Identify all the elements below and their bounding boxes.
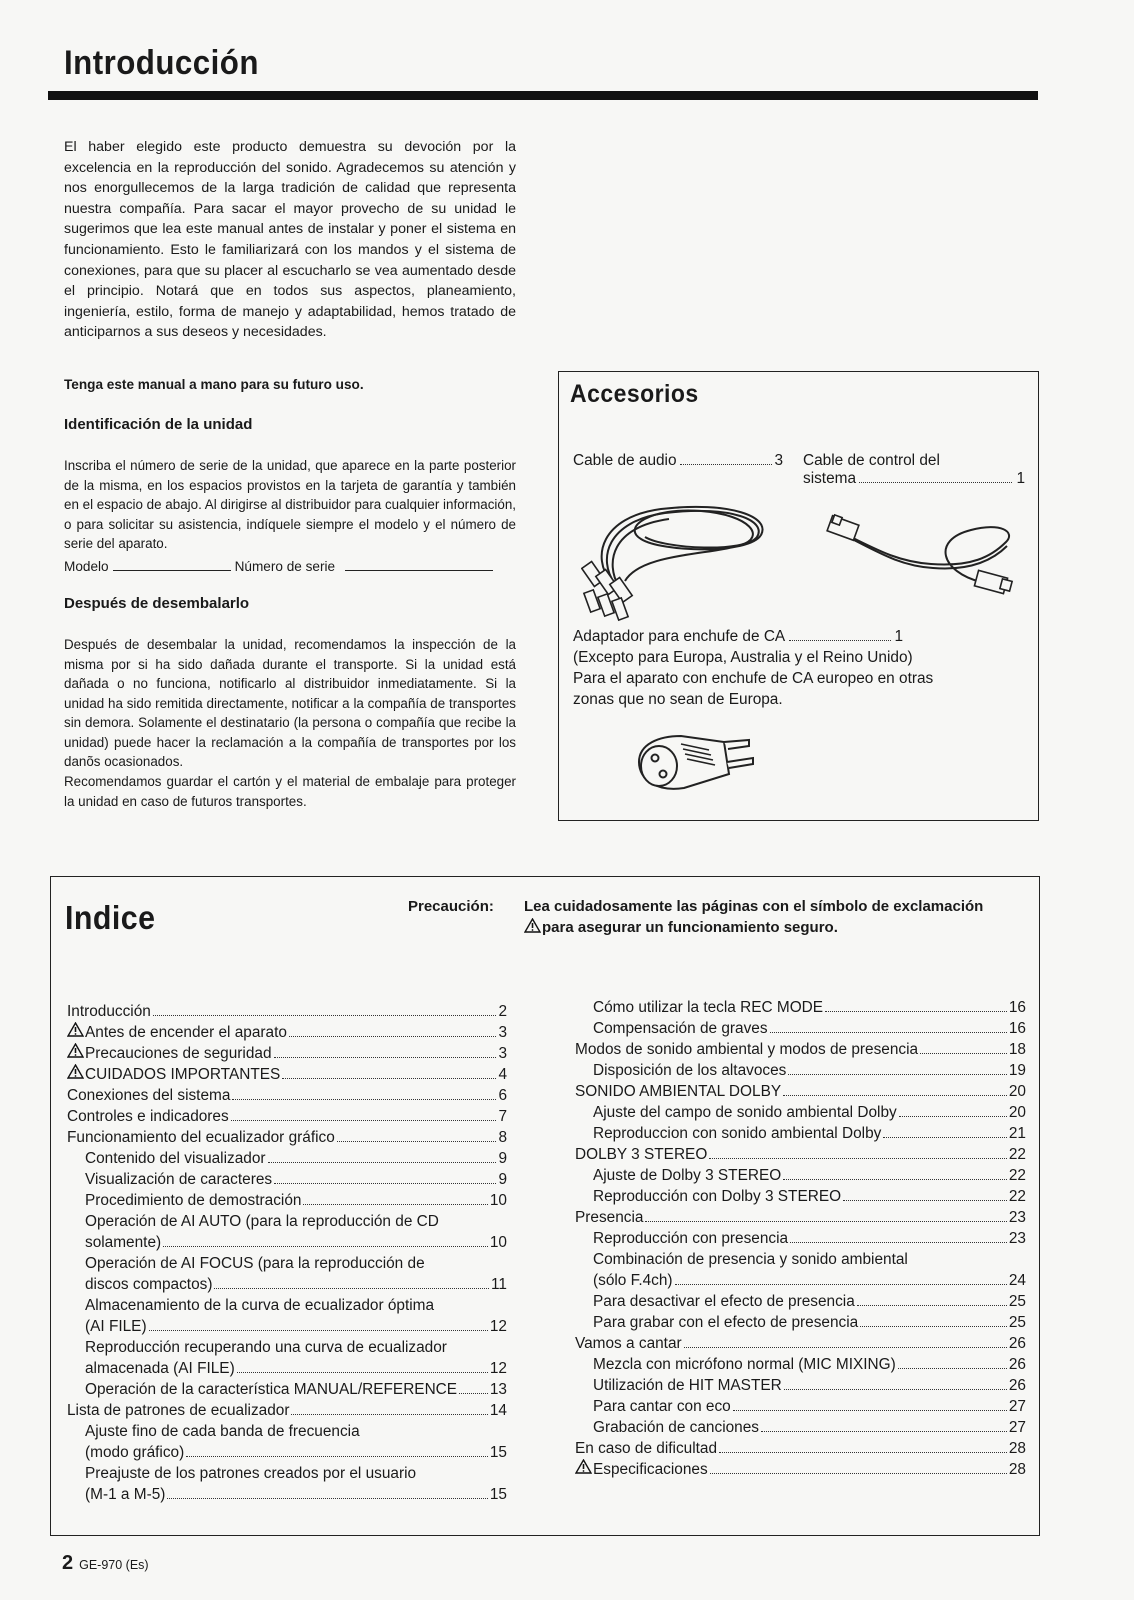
warning-icon: [67, 1043, 84, 1058]
toc-entry[interactable]: [575, 1123, 1026, 1144]
toc-leader-dots: [920, 1053, 1007, 1054]
toc-entry-title: Controles e indicadores: [67, 1108, 229, 1125]
footer-model: GE-970 (Es): [79, 1558, 149, 1572]
toc-entry-page: 28: [1008, 1461, 1026, 1478]
toc-entry-page: 10: [489, 1192, 507, 1209]
toc-leader-dots: [710, 1473, 1007, 1474]
toc-entry-page: 15: [489, 1486, 507, 1503]
toc-entry-page: 11: [491, 1276, 507, 1293]
toc-leader-dots: [788, 1074, 1007, 1075]
toc-leader-dots: [843, 1200, 1007, 1201]
model-label: Modelo: [64, 559, 109, 574]
toc-entry-title: Funcionamiento del ecualizador gráfico: [67, 1129, 335, 1146]
toc-entry-title: Disposición de los altavoces: [593, 1062, 787, 1079]
toc-entry-page: 19: [1008, 1062, 1026, 1079]
toc-entry-title: Presencia: [575, 1209, 644, 1226]
toc-leader-dots: [214, 1288, 489, 1289]
toc-leader-dots: [684, 1347, 1007, 1348]
toc-leader-dots: [675, 1284, 1007, 1285]
toc-entry-title: Operación de AI FOCUS (para la reproducción de: [85, 1255, 425, 1272]
toc-entry[interactable]: [575, 1333, 1026, 1354]
index-box: [50, 876, 1040, 1536]
adapter-note-1: (Excepto para Europa, Australia y el Reino Unido): [573, 649, 913, 666]
toc-entry-title: Cómo utilizar la tecla REC MODE: [593, 999, 824, 1016]
toc-entry-title: (M-1 a M-5): [85, 1486, 166, 1503]
serial-label: Número de serie: [234, 559, 336, 574]
unpacking-text-2: Recomendamos guardar el cartón y el material de embalaje para proteger la unidad en caso de futuros transportes.: [64, 774, 516, 809]
index-title: Indice: [65, 899, 156, 936]
toc-entry-title: CUIDADOS IMPORTANTES: [85, 1066, 281, 1083]
audio-cable-label: Cable de audio: [573, 452, 677, 469]
toc-entry-title: Antes de encender el aparato: [85, 1024, 287, 1041]
toc-entry-title: Reproduccion con sonido ambiental Dolby: [593, 1125, 882, 1142]
toc-leader-dots: [167, 1498, 488, 1499]
toc-entry-page: 12: [489, 1318, 507, 1335]
toc-leader-dots: [857, 1305, 1007, 1306]
toc-entry-title: Modos de sonido ambiental y modos de presencia: [575, 1041, 919, 1058]
toc-leader-dots: [645, 1221, 1006, 1222]
toc-entry-title: Ajuste del campo de sonido ambiental Dolby: [593, 1104, 897, 1121]
footer-page-number: 2: [62, 1552, 74, 1574]
toc-entry[interactable]: [67, 1295, 507, 1337]
toc-leader-dots: [149, 1330, 488, 1331]
toc-entry-title: Lista de patrones de ecualizador: [67, 1402, 290, 1419]
toc-entry-title: Para desactivar el efecto de presencia: [593, 1293, 855, 1310]
toc-leader-dots: [860, 1326, 1007, 1327]
toc-entry-title: Mezcla con micrófono normal (MIC MIXING): [593, 1356, 896, 1373]
toc-entry[interactable]: [575, 1354, 1026, 1375]
toc-leader-dots: [237, 1372, 488, 1373]
toc-entry-page: 9: [498, 1171, 507, 1188]
toc-leader-dots: [784, 1389, 1007, 1390]
warning-icon: [524, 918, 541, 933]
toc-entry[interactable]: [67, 1400, 507, 1421]
toc-leader-dots: [709, 1158, 1007, 1159]
toc-entry-title: Ajuste de Dolby 3 STEREO: [593, 1167, 782, 1184]
toc-entry-title: Para cantar con eco: [593, 1398, 731, 1415]
intro-paragraph: El haber elegido este producto demuestra su devoción por la excelencia en la reproducción del sonido. Agradecemos su atención y nos enorgullecemos de la larga tradición de calidad que representa nuestra compañía. Para sacar el mayor provecho de su unidad le sugerimos que lea este manual antes de instalar y poner el sistema en funcionamiento. Esto le familiarizará con los mandos y el sistema de conexiones, para que su placer al escucharlo se vea aumentado desde el principio. Notará que en todos sus aspectos, planeamiento, ingeniería, estilo, forma de manejo y adaptabilidad, hemos tratado de anticiparnos a sus deseos y necesidades.: [64, 139, 516, 341]
toc-entry-page: 15: [489, 1444, 507, 1461]
toc-entry[interactable]: [575, 1165, 1026, 1186]
toc-entry-page: 3: [498, 1024, 507, 1041]
control-cable-row: [803, 452, 1025, 488]
toc-leader-dots: [291, 1414, 487, 1415]
unpacking-heading: Después de desembalarlo: [64, 595, 250, 612]
toc-entry[interactable]: [67, 1085, 507, 1106]
toc-entry[interactable]: [67, 1379, 507, 1400]
toc-entry-page: 8: [498, 1129, 507, 1146]
toc-entry[interactable]: [575, 1396, 1026, 1417]
model-field[interactable]: [113, 556, 231, 571]
adapter-qty: 1: [894, 628, 903, 645]
toc-right-column: [575, 997, 1026, 1480]
toc-entry[interactable]: [575, 1060, 1026, 1081]
toc-entry-title: Compensación de graves: [593, 1020, 768, 1037]
toc-entry-page: 16: [1008, 999, 1026, 1016]
toc-entry-page: 25: [1008, 1314, 1026, 1331]
adapter-block: [573, 626, 1028, 710]
toc-entry[interactable]: [575, 1144, 1026, 1165]
toc-entry-title: Vamos a cantar: [575, 1335, 682, 1352]
toc-entry-title: En caso de dificultad: [575, 1440, 718, 1457]
toc-entry[interactable]: [67, 1064, 507, 1085]
toc-entry[interactable]: [575, 1438, 1026, 1459]
toc-leader-dots: [289, 1036, 497, 1037]
toc-entry-title: Especificaciones: [593, 1461, 708, 1478]
toc-left-column: [67, 1001, 507, 1505]
toc-leader-dots: [733, 1410, 1007, 1411]
caution-text: [524, 896, 983, 938]
toc-entry[interactable]: [575, 1186, 1026, 1207]
toc-entry-title: Reproducción con presencia: [593, 1230, 789, 1247]
toc-entry-title: SONIDO AMBIENTAL DOLBY: [575, 1083, 782, 1100]
toc-entry-page: 10: [489, 1234, 507, 1251]
toc-entry[interactable]: [67, 1127, 507, 1148]
toc-entry-title: Visualización de caracteres: [85, 1171, 273, 1188]
toc-entry-title: Procedimiento de demostración: [85, 1192, 302, 1209]
toc-entry-page: 27: [1008, 1419, 1026, 1436]
toc-leader-dots: [459, 1393, 488, 1394]
toc-leader-dots: [783, 1095, 1007, 1096]
toc-entry[interactable]: [575, 1228, 1026, 1249]
toc-entry-title: Grabación de canciones: [593, 1419, 759, 1436]
toc-entry[interactable]: [575, 1375, 1026, 1396]
toc-entry-page: 26: [1008, 1335, 1026, 1352]
toc-entry[interactable]: [67, 1463, 507, 1505]
toc-entry[interactable]: [67, 1022, 507, 1043]
toc-entry-title: Preajuste de los patrones creados por el usuario: [85, 1465, 417, 1482]
toc-entry[interactable]: [575, 1039, 1026, 1060]
toc-entry-page: 22: [1008, 1146, 1026, 1163]
toc-entry[interactable]: [575, 1249, 1026, 1291]
control-cable-illustration: [821, 502, 1021, 612]
toc-entry-page: 20: [1008, 1083, 1026, 1100]
toc-leader-dots: [274, 1183, 496, 1184]
toc-entry-title: (modo gráfico): [85, 1444, 185, 1461]
toc-entry-title: Reproducción recuperando una curva de ecualizador: [85, 1339, 447, 1356]
toc-entry[interactable]: [67, 1421, 507, 1463]
toc-entry[interactable]: [575, 1102, 1026, 1123]
toc-entry-title: (AI FILE): [85, 1318, 147, 1335]
toc-leader-dots: [761, 1431, 1007, 1432]
toc-entry-title: solamente): [85, 1234, 162, 1251]
toc-leader-dots: [186, 1456, 488, 1457]
toc-leader-dots: [337, 1141, 497, 1142]
toc-entry[interactable]: [575, 1312, 1026, 1333]
toc-entry-title: Almacenamiento de la curva de ecualizador óptima: [85, 1297, 435, 1314]
toc-entry-page: 21: [1008, 1125, 1026, 1142]
control-cable-label-1: Cable de control del: [803, 452, 940, 469]
audio-cable-qty: 3: [774, 452, 783, 469]
toc-entry-page: 22: [1008, 1188, 1026, 1205]
toc-leader-dots: [153, 1015, 497, 1016]
caution-label: Precaución:: [408, 898, 494, 915]
toc-entry-page: 26: [1008, 1356, 1026, 1373]
toc-entry[interactable]: [575, 997, 1026, 1018]
warning-icon: [67, 1064, 84, 1079]
toc-leader-dots: [282, 1078, 496, 1079]
toc-entry-page: 9: [498, 1150, 507, 1167]
control-cable-qty: 1: [1016, 470, 1025, 487]
toc-entry-page: 27: [1008, 1398, 1026, 1415]
audio-cable-illustration: [581, 497, 781, 622]
toc-entry-page: 2: [498, 1003, 507, 1020]
toc-entry[interactable]: [67, 1253, 507, 1295]
toc-leader-dots: [899, 1116, 1007, 1117]
toc-leader-dots: [825, 1011, 1007, 1012]
toc-leader-dots: [719, 1452, 1007, 1453]
toc-entry-page: 26: [1008, 1377, 1026, 1394]
toc-entry-title: Operación de AI AUTO (para la reproducción de CD: [85, 1213, 439, 1230]
accessories-box: [558, 371, 1039, 821]
accessories-title: Accesorios: [570, 380, 699, 408]
warning-icon: [67, 1022, 84, 1037]
serial-field[interactable]: [345, 556, 493, 571]
toc-entry-page: 18: [1008, 1041, 1026, 1058]
toc-entry[interactable]: [67, 1337, 507, 1379]
toc-leader-dots: [770, 1032, 1007, 1033]
toc-entry[interactable]: [575, 1291, 1026, 1312]
toc-leader-dots: [232, 1099, 496, 1100]
toc-entry-title: Introducción: [67, 1003, 151, 1020]
toc-entry-title: (sólo F.4ch): [593, 1272, 673, 1289]
identification-text: Inscriba el número de serie de la unidad, que aparece en la parte posterior de la misma, en los espacios provistos en la tarjeta de garantía y también en el espacio de abajo. Al dirigirse al distribuidor para cualquier información, o para solicitar su asistencia, indíquele siempre el modelo y el número de serie del aparato.: [64, 458, 516, 551]
toc-entry[interactable]: [575, 1417, 1026, 1438]
toc-entry[interactable]: [575, 1207, 1026, 1228]
toc-entry[interactable]: [575, 1018, 1026, 1039]
identification-heading: Identificación de la unidad: [64, 416, 253, 433]
adapter-note-2: Para el aparato con enchufe de CA europeo en otras zonas que no sean de Europa.: [573, 670, 934, 708]
toc-entry-page: 4: [498, 1066, 507, 1083]
toc-leader-dots: [883, 1137, 1007, 1138]
toc-leader-dots: [783, 1179, 1007, 1180]
toc-entry-page: 24: [1008, 1272, 1026, 1289]
toc-entry-title: Reproducción con Dolby 3 STEREO: [593, 1188, 842, 1205]
toc-entry[interactable]: [67, 1148, 507, 1169]
serial-fields: [64, 556, 516, 574]
adapter-label: Adaptador para enchufe de CA: [573, 628, 786, 645]
caution-line-1: Lea cuidadosamente las páginas con el símbolo de exclamación: [524, 898, 984, 915]
toc-entry-page: 16: [1008, 1020, 1026, 1037]
toc-entry-page: 7: [498, 1108, 507, 1125]
toc-entry-page: 14: [489, 1402, 507, 1419]
toc-entry-page: 25: [1008, 1293, 1026, 1310]
toc-entry-title: Combinación de presencia y sonido ambiental: [593, 1251, 908, 1268]
toc-entry-title: Precauciones de seguridad: [85, 1045, 272, 1062]
control-cable-label-2: sistema: [803, 470, 857, 487]
toc-entry-title: almacenada (AI FILE): [85, 1360, 235, 1377]
toc-entry[interactable]: [67, 1190, 507, 1211]
caution-line-2: para asegurar un funcionamiento seguro.: [542, 919, 838, 936]
warning-icon: [575, 1459, 592, 1474]
toc-entry-page: 12: [489, 1360, 507, 1377]
toc-entry-page: 20: [1008, 1104, 1026, 1121]
toc-entry[interactable]: [575, 1081, 1026, 1102]
footer: [62, 1552, 149, 1575]
toc-entry-title: Conexiones del sistema: [67, 1087, 231, 1104]
toc-leader-dots: [898, 1368, 1007, 1369]
toc-entry-title: Ajuste fino de cada banda de frecuencia: [85, 1423, 360, 1440]
toc-entry-title: DOLBY 3 STEREO: [575, 1146, 708, 1163]
toc-entry-title: Operación de la característica MANUAL/REFERENCE: [85, 1381, 458, 1398]
audio-cable-row: [573, 452, 783, 470]
toc-entry-page: 13: [489, 1381, 507, 1398]
toc-entry-title: Contenido del visualizador: [85, 1150, 266, 1167]
toc-leader-dots: [303, 1204, 487, 1205]
title-rule: [48, 91, 1038, 100]
toc-entry-title: Utilización de HIT MASTER: [593, 1377, 782, 1394]
toc-leader-dots: [268, 1162, 497, 1163]
toc-leader-dots: [163, 1246, 488, 1247]
unpacking-text: Después de desembalar la unidad, recomendamos la inspección de la misma por si ha sido dañada durante el transporte. Si la unidad está dañada o no funciona, notificarlo al distribuidor inmediatamente. Si la unidad ha sido remitida directamente, notificar a la compañía de transportes sin demora. Solamente el destinatario (la persona o compañía que recibe la unidad) puede hacer la reclamación a la compañía de transportes por los danõs ocasionados.: [64, 637, 516, 769]
toc-entry-page: 28: [1008, 1440, 1026, 1457]
intro-title: Introducción: [64, 44, 259, 82]
toc-entry-page: 23: [1008, 1209, 1026, 1226]
toc-entry[interactable]: [67, 1001, 507, 1022]
toc-entry-title: Para grabar con el efecto de presencia: [593, 1314, 859, 1331]
toc-leader-dots: [790, 1242, 1007, 1243]
toc-entry[interactable]: [575, 1459, 1026, 1480]
toc-entry-page: 22: [1008, 1167, 1026, 1184]
toc-entry[interactable]: [67, 1106, 507, 1127]
toc-entry[interactable]: [67, 1169, 507, 1190]
toc-leader-dots: [274, 1057, 497, 1058]
toc-entry[interactable]: [67, 1211, 507, 1253]
toc-entry-page: 3: [498, 1045, 507, 1062]
plug-adapter-illustration: [629, 722, 769, 802]
toc-entry-page: 6: [498, 1087, 507, 1104]
toc-entry-page: 23: [1008, 1230, 1026, 1247]
toc-entry[interactable]: [67, 1043, 507, 1064]
toc-leader-dots: [231, 1120, 497, 1121]
keep-manual-note: Tenga este manual a mano para su futuro uso.: [64, 377, 364, 392]
toc-entry-title: discos compactos): [85, 1276, 213, 1293]
